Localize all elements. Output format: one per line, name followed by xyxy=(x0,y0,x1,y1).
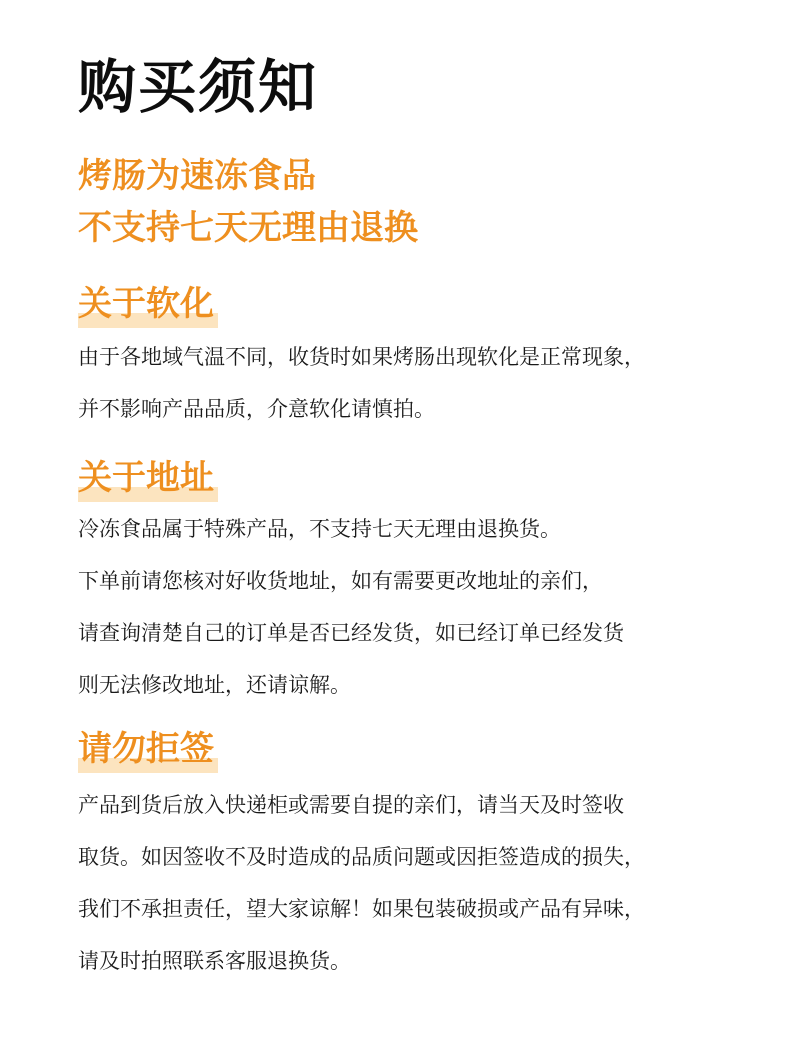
section-heading-no-reject: 请勿拒签 xyxy=(78,729,214,769)
text-line: 我们不承担责任，望大家谅解！如果包装破损或产品有异味， xyxy=(78,897,645,921)
page-title: 购买须知 xyxy=(78,53,319,121)
text-line: 由于各地域气温不同，收货时如果烤肠出现软化是正常现象， xyxy=(78,345,645,369)
notice-line-1: 烤肠为速冻食品 xyxy=(78,156,316,196)
section-heading-softening: 关于软化 xyxy=(78,284,214,324)
text-line: 下单前请您核对好收货地址，如有需要更改地址的亲们， xyxy=(78,569,603,593)
text-line: 则无法修改地址，还请谅解。 xyxy=(78,673,351,697)
text-line: 取货。如因签收不及时造成的品质问题或因拒签造成的损失， xyxy=(78,845,645,869)
text-line: 请查询清楚自己的订单是否已经发货，如已经订单已经发货 xyxy=(78,621,624,645)
section-reject-heading-wrap xyxy=(78,727,218,773)
section-softening-heading-wrap xyxy=(78,282,218,328)
section-softening-text xyxy=(78,343,645,424)
notice-line-2: 不支持七天无理由退换 xyxy=(78,208,418,248)
section-heading-address: 关于地址 xyxy=(78,458,214,498)
section-address-heading-wrap xyxy=(78,456,218,502)
text-line: 请及时拍照联系客服退换货。 xyxy=(78,949,351,973)
text-line: 冷冻食品属于特殊产品，不支持七天无理由退换货。 xyxy=(78,517,561,541)
section-address-text xyxy=(78,515,624,700)
text-line: 产品到货后放入快递柜或需要自提的亲们，请当天及时签收 xyxy=(78,793,624,817)
notice-banner xyxy=(78,150,418,254)
section-reject-text xyxy=(78,791,645,976)
text-line: 并不影响产品品质，介意软化请慎拍。 xyxy=(78,397,435,421)
